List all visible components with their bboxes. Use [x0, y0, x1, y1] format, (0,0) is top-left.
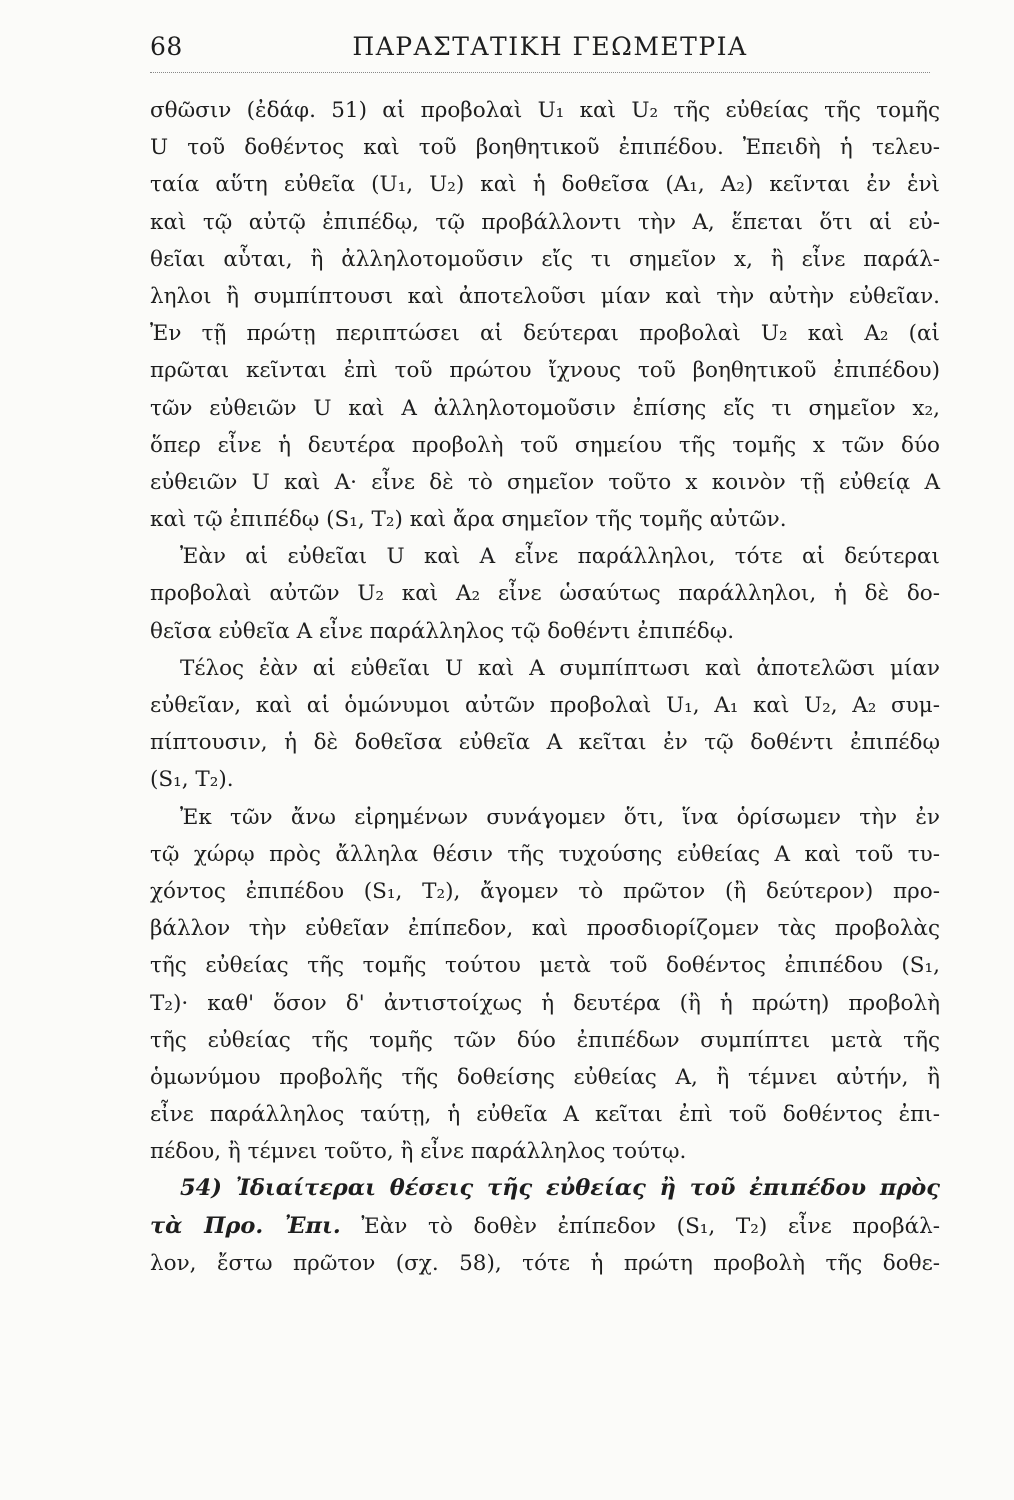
- text-line: καὶ τῷ αὐτῷ ἐπιπέδῳ, τῷ προβάλλοντι τὴν A, ἕπεται ὅτι αἱ εὐ-: [150, 209, 940, 235]
- text-line: θεῖσα εὐθεῖα A εἶνε παράλληλος τῷ δοθέντι ἐπιπέδῳ.: [150, 618, 735, 644]
- running-title: ΠΑΡΑΣΤΑΤΙΚΗ ΓΕΩΜΕΤΡΙΑ: [352, 32, 748, 61]
- section-text: Ἐὰν τὸ δοθὲν ἐπίπεδον (S₁, T₂) εἶνε προβάλ-: [361, 1213, 940, 1239]
- text-line: βάλλον τὴν εὐθεῖαν ἐπίπεδον, καὶ προσδιορίζομεν τὰς προβολὰς: [150, 916, 940, 942]
- body-text: [150, 92, 940, 1282]
- page-number: 68: [150, 32, 183, 61]
- page-header: [150, 26, 940, 70]
- paragraph-start-line: Ἐκ τῶν ἄνω εἰρημένων συνάγομεν ὅτι, ἵνα ὁρίσωμεν τὴν ἐν: [180, 804, 940, 830]
- text-line: (S₁, T₂).: [150, 767, 234, 793]
- text-line: πίπτουσιν, ἡ δὲ δοθεῖσα εὐθεῖα A κεῖται ἐν τῷ δοθέντι ἐπιπέδῳ: [150, 730, 940, 756]
- text-line: T₂)· καθ' ὅσον δ' ἀντιστοίχως ἡ δευτέρα (ἢ ἡ πρώτη) προβολὴ: [150, 990, 940, 1016]
- text-line: πρῶται κεῖνται ἐπὶ τοῦ πρώτου ἴχνους τοῦ βοηθητικοῦ ἐπιπέδου): [150, 358, 940, 384]
- text-line: θεῖαι αὗται, ἢ ἀλληλοτομοῦσιν εἴς τι σημεῖον x, ἢ εἶνε παράλ-: [150, 246, 940, 272]
- text-line: χόντος ἐπιπέδου (S₁, T₂), ἄγομεν τὸ πρῶτον (ἢ δεύτερον) προ-: [150, 878, 940, 904]
- paragraph-start-line: Ἐὰν αἱ εὐθεῖαι U καὶ A εἶνε παράλληλοι, τότε αἱ δεύτεραι: [180, 544, 940, 570]
- text-line: καὶ τῷ ἐπιπέδῳ (S₁, T₂) καὶ ἄρα σημεῖον τῆς τομῆς αὐτῶν.: [150, 507, 787, 533]
- text-line: τῆς εὐθείας τῆς τομῆς τούτου μετὰ τοῦ δοθέντος ἐπιπέδου (S₁,: [150, 953, 940, 979]
- text-line: ταία αὕτη εὐθεῖα (U₁, U₂) καὶ ἡ δοθεῖσα (A₁, A₂) κεῖνται ἐν ἑνὶ: [150, 172, 940, 198]
- text-line: U τοῦ δοθέντος καὶ τοῦ βοηθητικοῦ ἐπιπέδου. Ἐπειδὴ ἡ τελευ-: [150, 135, 940, 161]
- text-line: πέδου, ἢ τέμνει τοῦτο, ἢ εἶνε παράλληλος τούτῳ.: [150, 1139, 687, 1165]
- text-line: ληλοι ἢ συμπίπτουσι καὶ ἀποτελοῦσι μίαν καὶ τὴν αὐτὴν εὐθεῖαν.: [150, 283, 940, 309]
- paragraph-start-line: Τέλος ἐὰν αἱ εὐθεῖαι U καὶ A συμπίπτωσι καὶ ἀποτελῶσι μίαν: [180, 655, 940, 681]
- header-rule: [150, 72, 930, 73]
- text-line: τῷ χώρῳ πρὸς ἄλληλα θέσιν τῆς τυχούσης εὐθείας A καὶ τοῦ τυ-: [150, 841, 940, 867]
- text-line: τῶν εὐθειῶν U καὶ A ἀλληλοτομοῦσιν ἐπίσης εἴς τι σημεῖον x₂,: [150, 395, 940, 421]
- text-line: ὅπερ εἶνε ἡ δευτέρα προβολὴ τοῦ σημείου τῆς τομῆς x τῶν δύο: [150, 432, 940, 458]
- text-line: ὁμωνύμου προβολῆς τῆς δοθείσης εὐθείας A, ἢ τέμνει αὐτήν, ἢ: [150, 1064, 940, 1090]
- section-heading: 54) Ἰδιαίτεραι θέσεις τῆς εὐθείας ἢ τοῦ ἐπιπέδου πρὸς: [180, 1175, 940, 1202]
- section-heading-continuation-line: [150, 1208, 940, 1245]
- text-line: λον, ἔστω πρῶτον (σχ. 58), τότε ἡ πρώτη προβολὴ τῆς δοθε-: [150, 1250, 940, 1276]
- section-heading-continuation: τὰ Προ. Ἐπι.: [150, 1212, 341, 1239]
- text-line: προβολαὶ αὐτῶν U₂ καὶ A₂ εἶνε ὡσαύτως παράλληλοι, ἡ δὲ δο-: [150, 581, 940, 607]
- text-line: εἶνε παράλληλος ταύτῃ, ἡ εὐθεῖα A κεῖται ἐπὶ τοῦ δοθέντος ἐπι-: [150, 1102, 940, 1128]
- text-line: Ἐν τῇ πρώτῃ περιπτώσει αἱ δεύτεραι προβολαὶ U₂ καὶ A₂ (αἱ: [150, 321, 940, 347]
- text-line: εὐθειῶν U καὶ A· εἶνε δὲ τὸ σημεῖον τοῦτο x κοινὸν τῇ εὐθείᾳ A: [150, 469, 940, 495]
- section-heading-line: [150, 1170, 940, 1207]
- text-line: εὐθεῖαν, καὶ αἱ ὁμώνυμοι αὐτῶν προβολαὶ U₁, A₁ καὶ U₂, A₂ συμ-: [150, 693, 940, 718]
- text-line: σθῶσιν (ἐδάφ. 51) αἱ προβολαὶ U₁ καὶ U₂ τῆς εὐθείας τῆς τομῆς: [150, 98, 940, 123]
- text-line: τῆς εὐθείας τῆς τομῆς τῶν δύο ἐπιπέδων συμπίπτει μετὰ τῆς: [150, 1027, 940, 1053]
